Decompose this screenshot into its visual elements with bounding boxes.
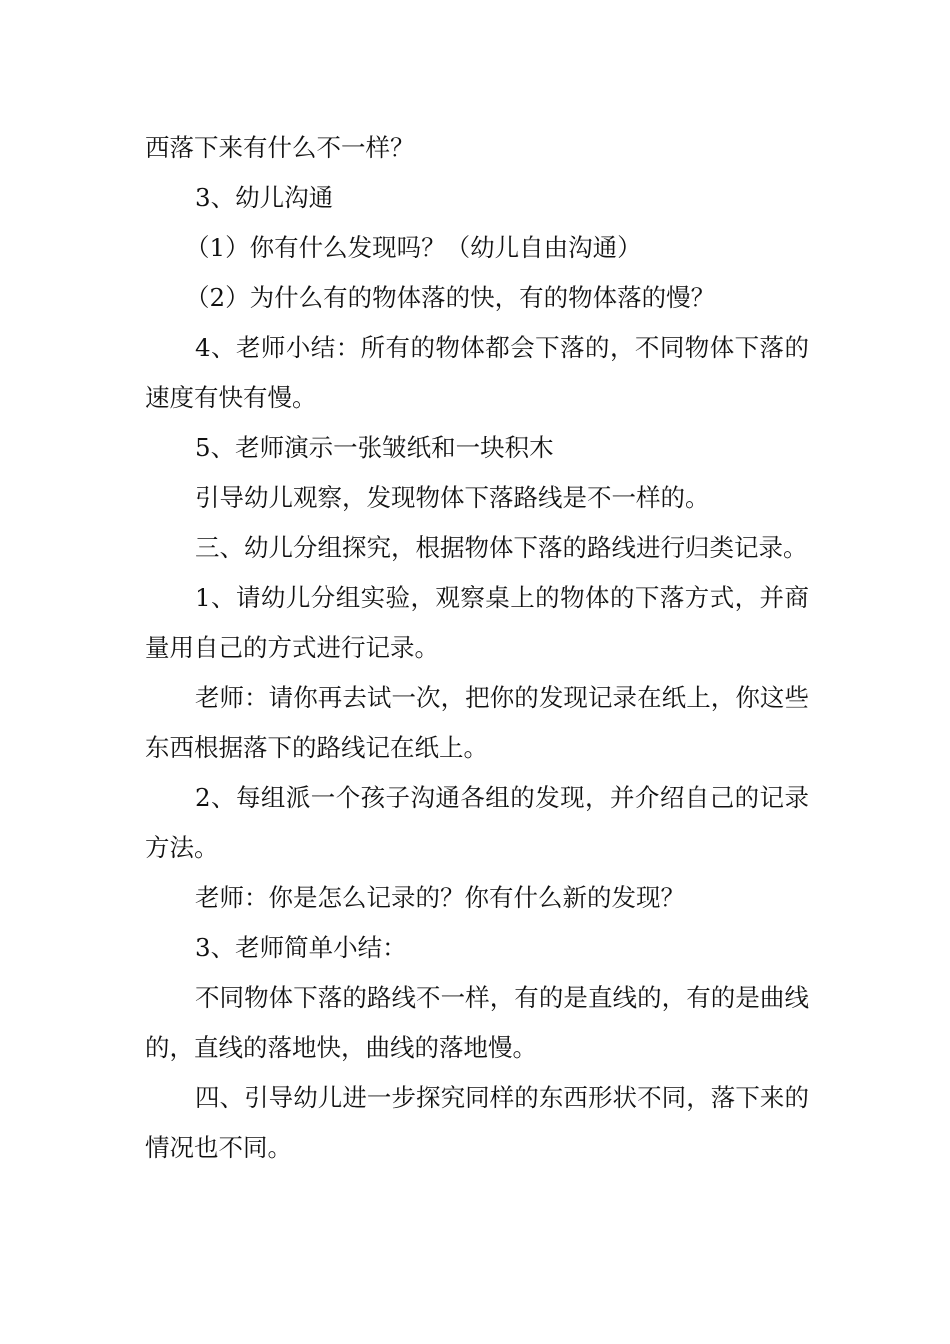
paragraph-13: 3、老师简单小结：: [195, 933, 407, 962]
paragraph-14: 不同物体下落的路线不一样，有的是直线的，有的是曲线的，直线的落地快，曲线的落地慢。: [145, 983, 809, 1062]
paragraph-5: 4、老师小结：所有的物体都会下落的，不同物体下落的速度有快有慢。: [145, 333, 809, 412]
paragraph-12: 老师：你是怎么记录的？你有什么新的发现？: [195, 883, 685, 912]
paragraph-9: 1、请幼儿分组实验，观察桌上的物体的下落方式，并商量用自己的方式进行记录。: [145, 583, 809, 662]
paragraph-11: 2、每组派一个孩子沟通各组的发现，并介绍自己的记录方法。: [145, 783, 809, 862]
paragraph-2: 3、幼儿沟通: [195, 183, 334, 212]
paragraph-10: 老师：请你再去试一次，把你的发现记录在纸上，你这些东西根据落下的路线记在纸上。: [145, 683, 809, 762]
document-body: [145, 123, 809, 1173]
paragraph-6: 5、老师演示一张皱纸和一块积木: [195, 433, 554, 462]
paragraph-1: 西落下来有什么不一样？: [145, 133, 415, 162]
paragraph-4: （2）为什么有的物体落的快，有的物体落的慢？: [185, 283, 716, 312]
paragraph-15: 四、引导幼儿进一步探究同样的东西形状不同，落下来的情况也不同。: [145, 1083, 809, 1162]
paragraph-3: （1）你有什么发现吗？（幼儿自由沟通）: [185, 233, 642, 262]
paragraph-7: 引导幼儿观察，发现物体下落路线是不一样的。: [195, 483, 710, 512]
paragraph-8: 三、幼儿分组探究，根据物体下落的路线进行归类记录。: [195, 533, 808, 562]
